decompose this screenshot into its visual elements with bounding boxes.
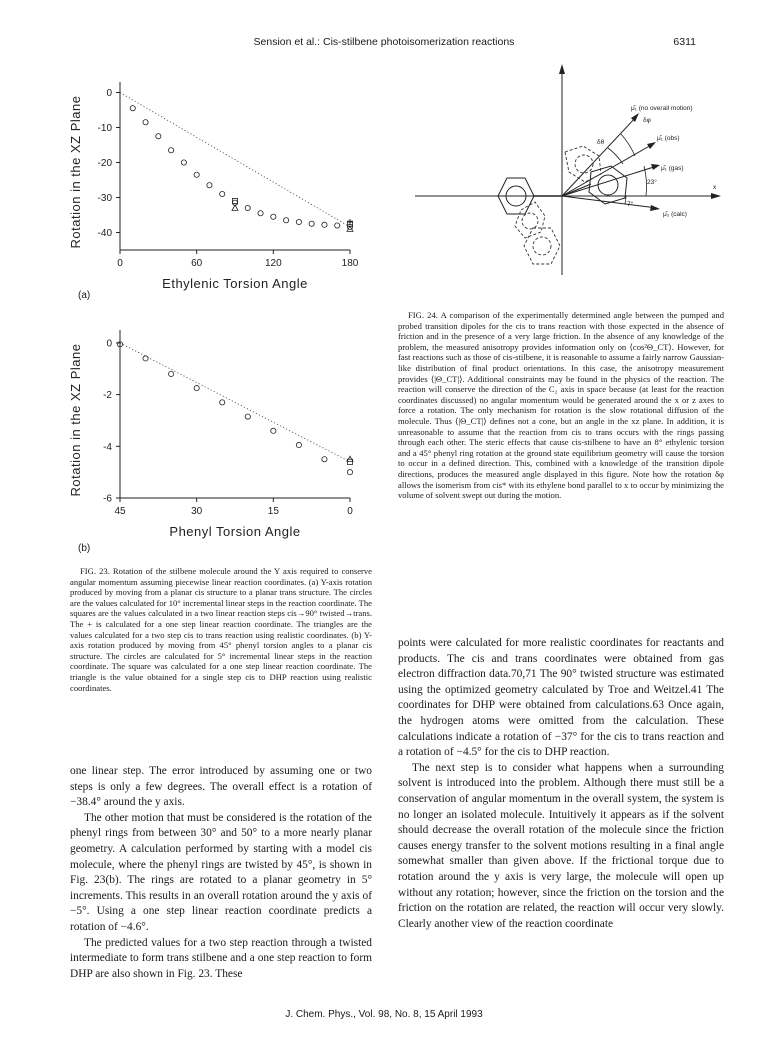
- x-tick-label: 15: [267, 506, 279, 517]
- figure-24-caption: [398, 310, 724, 501]
- x-tick-label: 60: [191, 258, 203, 269]
- right-paragraph-2: The next step is to consider what happens when a surrounding solvent is introduced into the problem. Although there must still be a conservation of angular momentum in the overall system, the system is no longer an isolated molecule. Intuitively it appears as if the solvent should decrease the overall rotation of the molecule since the friction causes energy transfer to the solvent motions resulting in a final angle somewhat smaller than given above. If the frictional torque due to rotation around the y axis is very large, the molecule will open up without any rotation; however, since the friction on the torsion and the friction on the rotation are related, the reaction will occur very slowly. Clearly another view of the reaction coordinate: [398, 761, 724, 930]
- data-point-plus: [347, 219, 353, 225]
- figure-24-caption-text: FIG. 24. A comparison of the experimentally determined angle between the pumped and probed transition dipoles for the cis to trans reaction with those expected in the absence of friction and in the presence of a very large friction. In the absence of any knowledge of the problem, the measured anisotropy provides information only on ⟨cos²Θ_CT⟩. However, for fast reactions such as those of cis-stilbene, it is reasonable to assume a fairly narrow Gaussian-like distribution of final product orientations. In this case, the anisotropy measurement provides ⟨|Θ_CT|⟩. Additional constraints may be found in the physics of the reaction. The reaction will conserve the direction of the C₂ axis in space because (at least for the reaction coordinates discussed) no angular momentum would be generated around the x or z axes to force a rotation. The only mechanism for rotation is the slow rotational diffusion of the molecule. Thus ⟨|Θ_CT|⟩ defines not a cone, but an angle in the xz plane. In addition, it is unreasonable to assume that the reaction from cis to trans occurs with the rings passing through each other. The steric effects that cause cis-stilbene to have an 8° ethylenic torsion and a 45° phenyl ring rotation at the ground state equilibrium geometry will cause the torsion to occur in a defined direction. This, combined with a knowledge of the transition dipole directions, produces the measured angle displayed in this figure. Note how the rotation δφ allows the isomerism from cis* with its ethylene bond parallel to x to occur by minimizing the volume of solvent swept out during the motion.: [398, 310, 724, 501]
- data-point-circle: [245, 205, 250, 210]
- left-paragraph-2: The other motion that must be considered is the rotation of the phenyl rings from between 30° and 50° to a more nearly planar geometry. A calculation performed by starting with a model cis molecule, where the phenyl rings are twisted by 45°, is shown in Fig. 23(b). The rings are rotated to a planar geometry in 5° increments. This results in an overall rotation around the y axis of −5°. Using a one step linear reaction coordinate predicts a rotation of −4.6°.: [70, 811, 372, 933]
- data-point-circle: [194, 386, 199, 391]
- y-tick-label: -4: [103, 441, 112, 453]
- left-paragraph-1: one linear step. The error introduced by assuming one or two steps is only a few degrees. The overall effect is a rotation of −38.4° around the y axis.: [70, 765, 372, 809]
- data-point-circle: [271, 214, 276, 219]
- x-tick-label: 45: [114, 506, 126, 517]
- x-axis-title: Ethylenic Torsion Angle: [162, 276, 308, 291]
- journal-citation: J. Chem. Phys., Vol. 98, No. 8, 15 April 1993: [285, 1009, 483, 1020]
- data-point-circle: [194, 172, 199, 177]
- data-point-circle: [335, 223, 340, 228]
- figure-24-diagram: [395, 60, 725, 290]
- x-axis-label: x: [713, 184, 717, 191]
- data-point-circle: [220, 400, 225, 405]
- data-point-circle: [245, 414, 250, 419]
- y-tick-label: -6: [103, 493, 112, 505]
- x-tick-label: 0: [347, 506, 353, 517]
- panel-label-a: (a): [78, 290, 91, 301]
- page-number: 6311: [673, 36, 696, 48]
- data-point-circle: [271, 428, 276, 433]
- y-axis-title: Rotation in the XZ Plane: [68, 95, 83, 249]
- y-tick-label: -20: [97, 158, 112, 169]
- x-tick-label: 0: [117, 258, 123, 269]
- left-column-body: [70, 764, 372, 982]
- label-angle-7: 7°: [627, 201, 634, 208]
- figure-23-caption-text: FIG. 23. Rotation of the stilbene molecule around the Y axis required to conserve angular momentum assuming piecewise linear reaction coordinates. (a) Y-axis rotation produced by moving from a planar cis structure to a planar trans structure. The circles are the values calculated for 10° incremental linear steps in the reaction coordinate. The squares are the values calculated in a two linear reaction steps cis→90° twisted→trans. The + is calculated for a one step linear reaction coordinate. The triangles are the values calculated for a two step cis to trans reaction using realistic coordinates. (b) Y-axis rotation produced by moving from 45° phenyl torsion angles to a planar cis structure. The circles are calculated for 5° incremental linear steps in the reaction coordinate. The square was calculated for a one step linear reaction coordinate. The triangle is the value obtained for a single step cis to DHP reaction using realistic coordinates.: [70, 566, 372, 693]
- mu-calc-vector: [562, 196, 657, 208]
- z-axis-arrow: [559, 64, 565, 74]
- right-upper-dashed-ring: [565, 146, 601, 182]
- x-tick-label: 120: [264, 258, 282, 269]
- label-mu-no-motion: μ̂₁ (no overall motion): [631, 105, 693, 112]
- delta-phi-arc: [621, 134, 635, 156]
- mu-obs-vector: [562, 144, 653, 196]
- left-dashed-ring: [515, 202, 545, 238]
- right-column-body: [398, 636, 724, 932]
- data-point-circle: [296, 219, 301, 224]
- data-point-circle: [181, 160, 186, 165]
- data-point-circle: [207, 183, 212, 188]
- x-tick-label: 30: [191, 506, 203, 517]
- data-point-circle: [347, 470, 352, 475]
- label-delta-phi: δφ: [643, 117, 651, 124]
- y-axis-title: Rotation in the XZ Plane: [68, 343, 83, 497]
- data-point-circle: [143, 356, 148, 361]
- lower-dashed-ring: [524, 228, 560, 264]
- data-point-circle: [130, 106, 135, 111]
- label-mu-calc: μ̂₂ (calc): [663, 211, 687, 218]
- x-axis-arrow: [711, 193, 721, 199]
- y-tick-label: -40: [97, 228, 112, 239]
- x-axis-title: Phenyl Torsion Angle: [169, 524, 301, 539]
- data-point-circle: [220, 191, 225, 196]
- label-delta-theta: δθ: [597, 139, 605, 146]
- data-point-circle: [156, 134, 161, 139]
- data-point-triangle: [232, 205, 238, 210]
- label-mu-gas: μ̂₁ (gas): [661, 165, 684, 172]
- reference-line: [120, 343, 350, 462]
- data-point-circle: [169, 371, 174, 376]
- y-tick-label: -2: [103, 390, 112, 402]
- data-point-circle: [322, 457, 327, 462]
- reference-line: [120, 93, 350, 227]
- figure-23-caption: [70, 566, 372, 693]
- y-tick-label: -30: [97, 193, 112, 204]
- data-point-circle: [143, 120, 148, 125]
- figure-23b-plot: [60, 308, 370, 548]
- y-tick-label: 0: [106, 338, 112, 350]
- data-point-circle: [258, 211, 263, 216]
- delta-theta-arc: [608, 148, 623, 164]
- y-tick-label: 0: [106, 88, 112, 99]
- x-tick-label: 180: [341, 258, 359, 269]
- running-title: Sension et al.: Cis-stilbene photoisomerization reactions: [253, 36, 515, 48]
- label-angle-23: 23°: [647, 179, 657, 186]
- y-tick-label: -10: [97, 123, 112, 134]
- data-point-circle: [284, 218, 289, 223]
- right-phenyl-ring: [589, 166, 627, 204]
- data-point-circle: [322, 222, 327, 227]
- data-point-circle: [296, 442, 301, 447]
- right-paragraph-1: points were calculated for more realistic coordinates for reactants and products. The cis and trans coordinates were obtained from gas electron diffraction data.70,71 The 90° twisted structure was estimated using the optimized geometry calculated by Troe and Weitzel.41 The coordinates for DHP were obtained from calculations.63 Once again, the hydrogen atoms were omitted from the calculation. These calculations indicate a rotation of −37° for the cis to trans reaction and a rotation of −4.5° for the cis to DHP reaction.: [398, 637, 724, 759]
- data-point-circle: [169, 148, 174, 153]
- data-point-circle: [309, 221, 314, 226]
- left-paragraph-3: The predicted values for a two step reaction through a twisted intermediate to form trans stilbene and a one step reaction to form DHP are also shown in Fig. 23. These: [70, 936, 372, 980]
- panel-label-b: (b): [78, 543, 91, 554]
- label-mu-obs: μ̂₁ (obs): [657, 135, 680, 142]
- figure-23a-plot: [60, 60, 370, 300]
